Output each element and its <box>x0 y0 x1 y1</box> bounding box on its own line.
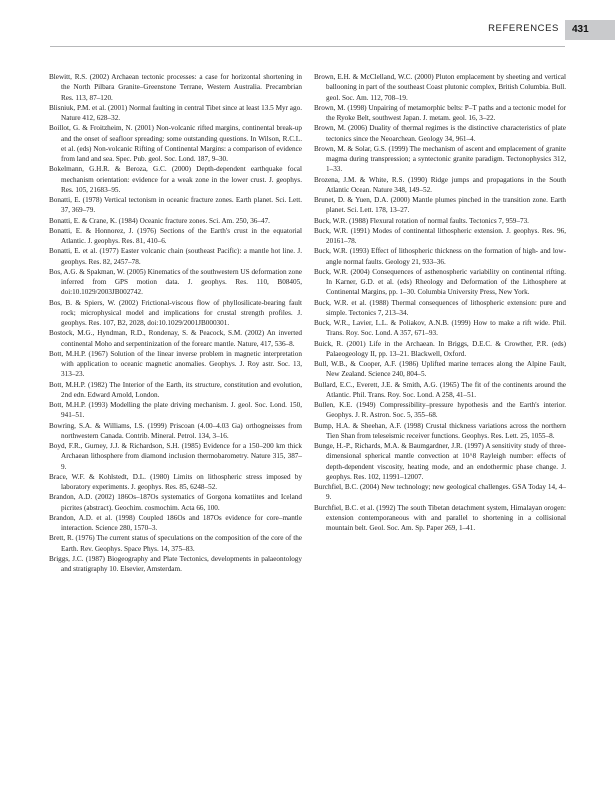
reference-entry: Bunge, H.-P., Richards, M.A. & Baumgardner, J.R. (1997) A sensitivity study of three-dimensional spherical mantle convection at 10^8 Rayleigh number: effects of depth-dependent viscosity, heating mode, and an endothermic phase change. J. geophys. Res. 102, 11991–12007. <box>314 442 566 481</box>
reference-column-left <box>49 72 302 574</box>
reference-entry: Brozena, J.M. & White, R.S. (1990) Ridge jumps and propagations in the South Atlantic Ocean. Nature 348, 149–52. <box>314 175 566 194</box>
reference-entry: Bonatti, E. (1978) Vertical tectonism in oceanic fracture zones. Earth planet. Sci. Lett. 37, 369–79. <box>49 196 302 215</box>
reference-entry: Brunet, D. & Yuen, D.A. (2000) Mantle plumes pinched in the transition zone. Earth planet. Sci. Lett. 178, 13–27. <box>314 196 566 215</box>
reference-entry: Brace, W.F. & Kohlstedt, D.L. (1980) Limits on lithospheric stress imposed by laboratory experiments. J. geophys. Res. 85, 6248–52. <box>49 472 302 491</box>
reference-column-right <box>314 72 566 533</box>
reference-entry: Buck, W.R. (1988) Flexural rotation of normal faults. Tectonics 7, 959–73. <box>314 216 529 225</box>
reference-entry: Burchfiel, B.C. (2004) New technology; new geological challenges. GSA Today 14, 4–9. <box>314 483 566 502</box>
reference-entry: Bowring, S.A. & Williams, I.S. (1999) Priscoan (4.00–4.03 Ga) orthogneisses from northwestern Canada. Contrib. Mineral. Petrol. 134, 3–16. <box>49 421 302 440</box>
reference-entry: Bull, W.B., & Cooper, A.F. (1986) Uplifted marine terraces along the Alpine Fault, New Zealand. Science 240, 804–5. <box>314 360 566 379</box>
reference-entry: Bonatti, E. & Crane, K. (1984) Oceanic fracture zones. Sci. Am. 250, 36–47. <box>49 216 270 225</box>
reference-entry: Buck, W.R., Lavier, L.L. & Poliakov, A.N.B. (1999) How to make a rift wide. Phil. Trans. Roy. Soc. Lond. A 357, 671–93. <box>314 319 566 338</box>
reference-entry: Bott, M.H.P. (1993) Modelling the plate driving mechanism. J. geol. Soc. Lond. 150, 941–51. <box>49 401 302 420</box>
reference-entry: Boyd, F.R., Gurney, J.J. & Richardson, S.H. (1985) Evidence for a 150–200 km thick Archaean lithosphere from diamond inclusion thermobarometry. Nature 315, 387–9. <box>49 442 302 471</box>
reference-entry: Bullen, K.E. (1949) Compressibility–pressure hypothesis and the Earth's interior. Geophys. J. R. Astron. Soc. 5, 355–68. <box>314 401 566 420</box>
reference-entry: Boillot, G. & Froitzheim, N. (2001) Non-volcanic rifted margins, continental break-up and the onset of seafloor spreading: some outstanding questions. In Wilson, R.C.L. et al. (eds) Non-volcanic Rifting of Continental Margins: a comparison of evidence from land and sea. Spec. Pub. geol. Soc. Lond. 187, 9–30. <box>49 124 302 163</box>
reference-entry: Buick, R. (2001) Life in the Archaean. In Briggs, D.E.C. & Crowther, P.R. (eds) Palaeogeology II, pp. 13–21. Blackwell, Oxford. <box>314 339 566 358</box>
reference-entry: Briggs, J.C. (1987) Biogeography and Plate Tectonics, developments in palaeontology and stratigraphy 10. Elsevier, Amsterdam. <box>49 554 302 573</box>
reference-entry: Bott, M.H.P. (1982) The Interior of the Earth, its structure, constitution and evolution, 2nd edn. Edward Arnold, London. <box>49 380 302 399</box>
reference-entry: Brown, M. (2006) Duality of thermal regimes is the distinctive characteristics of plate tectonics since the Neoarchean. Geology 34, 961–4. <box>314 124 566 143</box>
reference-entry: Buck, W.R. et al. (1988) Thermal consequences of lithospheric extension: pure and simple. Tectonics 7, 213–34. <box>314 298 566 317</box>
reference-entry: Buck, W.R. (2004) Consequences of asthenospheric variability on continental rifting. In Karner, G.D. et al. (eds) Rheology and Deformation of the Lithosphere at Continental Margins, pp. 1–30. Columbia University Press, New York. <box>314 267 566 297</box>
reference-entry: Bostock, M.G., Hyndman, R.D., Rondenay, S. & Peacock, S.M. (2002) An inverted continental Moho and serpentinization of the forearc mantle. Nature, 417, 536–8. <box>49 329 302 348</box>
reference-entry: Bump, H.A. & Sheehan, A.F. (1998) Crustal thickness variations across the northern Tien Shan from teleseismic receiver functions. Geophys. Res. Lett. 25, 1055–8. <box>314 421 566 440</box>
reference-entry: Bokelmann, G.H.R. & Beroza, G.C. (2000) Depth-dependent earthquake focal mechanism orientation: evidence for a weak zone in the lower crust. J. geophys. Res. 105, 21683–95. <box>49 165 302 194</box>
reference-entry: Brandon, A.D. et al. (1998) Coupled 186Os and 187Os evidence for core–mantle interaction. Science 280, 1570–3. <box>49 513 302 532</box>
section-title: REFERENCES <box>488 23 559 34</box>
page-number: 431 <box>565 20 615 40</box>
reference-entry: Bonatti, E. et al. (1977) Easter volcanic chain (southeast Pacific): a mantle hot line. J. geophys. Res. 82, 2457–78. <box>49 247 302 266</box>
reference-entry: Buck, W.R. (1993) Effect of lithospheric thickness on the formation of high- and low-angle normal faults. Geology 21, 933–36. <box>314 247 566 266</box>
reference-entry: Blewitt, R.S. (2002) Archaean tectonic processes: a case for horizontal shortening in the North Pilbara Granite–Greenstone Terrane, Western Australia. Precambrian Res. 113, 87–120. <box>49 73 302 102</box>
reference-entry: Brett, R. (1976) The current status of speculations on the composition of the core of the Earth. Rev. Geophys. Space Phys. 14, 375–83. <box>49 534 302 553</box>
reference-entry: Bos, B. & Spiers, W. (2002) Frictional-viscous flow of phyllosilicate-bearing fault rock; microphysical model and implications for crustal strength profiles. J. geophys. Res. 107, B2, 2028, doi:10.1029/2001JB000301. <box>49 298 302 327</box>
reference-entry: Burchfiel, B.C. et al. (1992) The south Tibetan detachment system, Himalayan orogen: extension contemporaneous with and parallel to shortening in a collisional mountain belt. Geol. Soc. Am. Sp. Paper 269, 1–41. <box>314 503 566 532</box>
reference-entry: Bos, A.G. & Spakman, W. (2005) Kinematics of the southwestern US deformation zone inferred from GPS motion data. J. geophys. Res. 110, B08405, doi:10.1029/2003JB002742. <box>49 267 302 297</box>
page-header <box>0 20 615 40</box>
reference-entry: Bullard, E.C., Everett, J.E. & Smith, A.G. (1965) The fit of the continents around the Atlantic. Phil. Trans. Roy. Soc. Lond. A 258, 41–51. <box>314 380 566 399</box>
reference-entry: Buck, W.R. (1991) Modes of continental lithospheric extension. J. geophys. Res. 96, 20161–78. <box>314 226 566 245</box>
reference-entry: Brown, M. (1998) Unpairing of metamorphic belts: P–T paths and a tectonic model for the Ryoke Belt, southwest Japan. J. metam. geol. 16, 3–22. <box>314 103 566 122</box>
header-divider <box>50 46 565 47</box>
reference-entry: Brandon, A.D. (2002) 186Os–187Os systematics of Gorgona komatiites and Iceland picrites (abstract). Geochim. cosmochim. Acta 66, 100. <box>49 493 302 512</box>
reference-entry: Blisniuk, P.M. et al. (2001) Normal faulting in central Tibet since at least 13.5 Myr ago. Nature 412, 628–32. <box>49 103 302 122</box>
reference-entry: Bonatti, E. & Honnorez, J. (1976) Sections of the Earth's crust in the equatorial Atlantic. J. geophys. Res. 81, 410–6. <box>49 226 302 245</box>
reference-entry: Brown, E.H. & McClelland, W.C. (2000) Pluton emplacement by sheeting and vertical ballooning in part of the southeast Coast plutonic complex, British Columbia. Bull. geol. Soc. Am. 112, 708–19. <box>314 73 566 102</box>
reference-entry: Brown, M. & Solar, G.S. (1999) The mechanism of ascent and emplacement of granite magma during transpression; a syntectonic granite paradigm. Tectonophysics 312, 1–33. <box>314 144 566 174</box>
reference-entry: Bott, M.H.P. (1967) Solution of the linear inverse problem in magnetic interpretation with application to oceanic magnetic anomalies. Geophys. J. Roy astr. Soc. 13, 313–23. <box>49 349 302 379</box>
